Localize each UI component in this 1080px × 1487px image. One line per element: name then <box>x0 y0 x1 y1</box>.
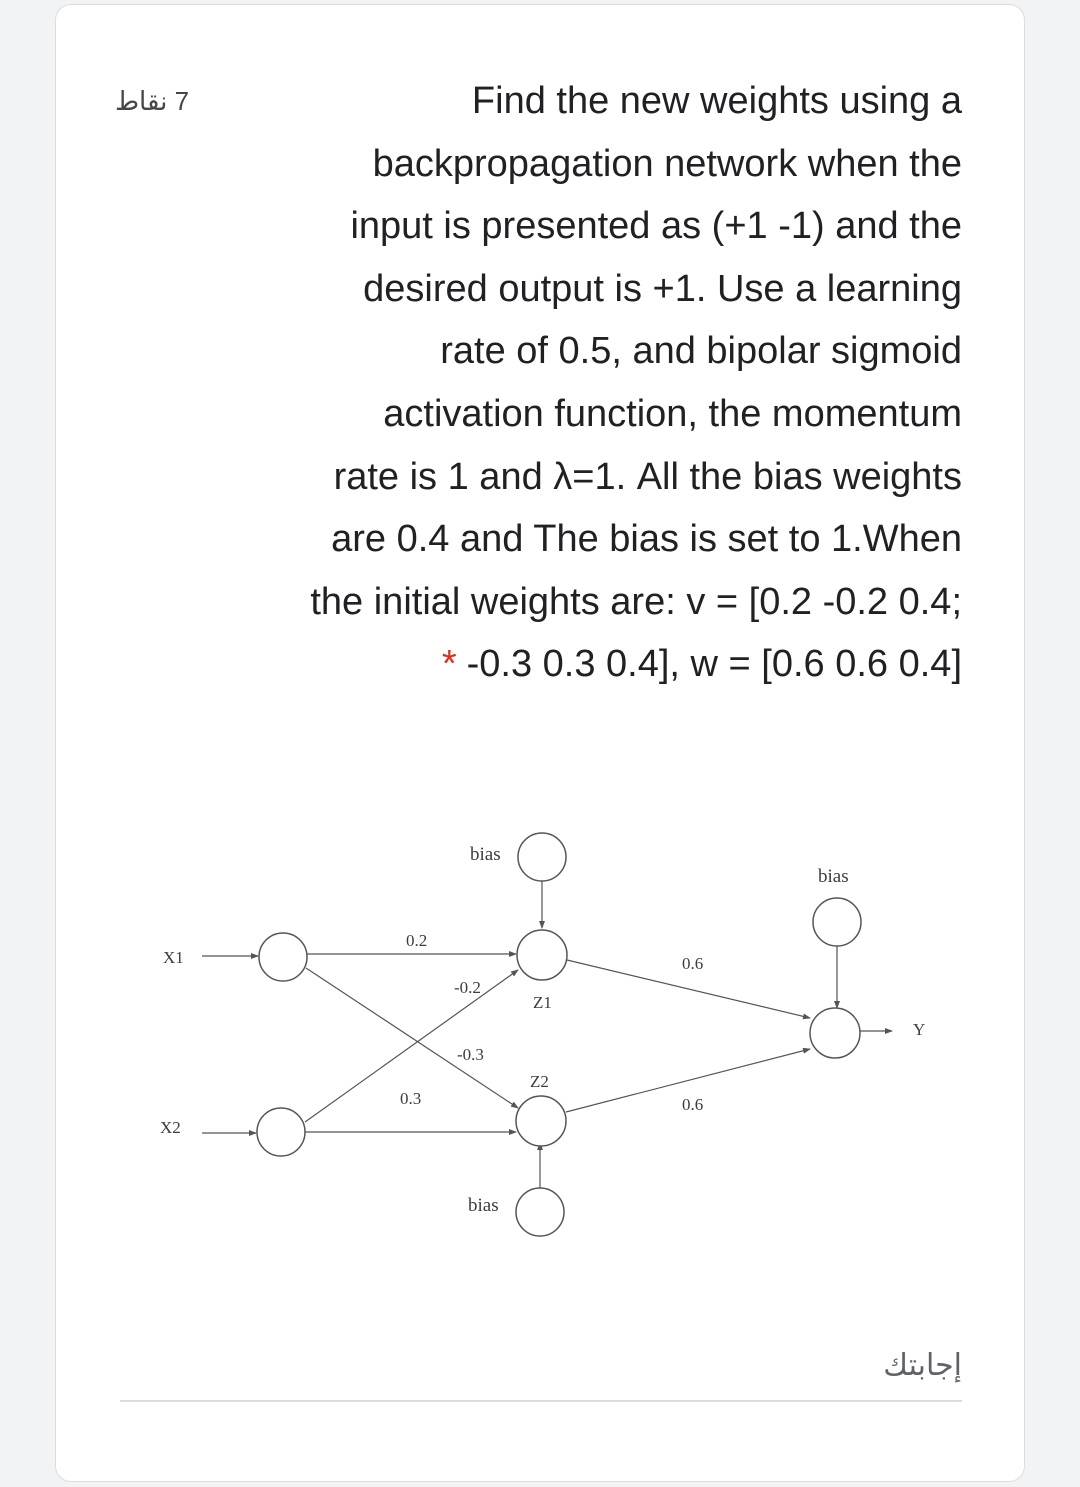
input-label-x2: X2 <box>160 1118 181 1137</box>
points-label: 7 نقاط <box>115 86 190 116</box>
bias-label-output: bias <box>818 866 849 887</box>
question-line: input is presented as (+1 -1) and the <box>350 205 962 248</box>
bias-node-bottom <box>516 1188 564 1236</box>
network-diagram <box>150 790 926 1230</box>
required-asterisk: * <box>441 643 457 686</box>
bias-node-output <box>813 898 861 946</box>
question-text <box>202 70 962 696</box>
bias-label-top: bias <box>470 844 501 865</box>
hidden-node-z2 <box>516 1096 566 1146</box>
question-line: the initial weights are: v = [0.2 -0.2 0.4; <box>310 580 962 623</box>
weight-x1-z2: -0.3 <box>457 1045 484 1064</box>
question-last-line <box>202 633 962 696</box>
hidden-label-z2: Z2 <box>530 1072 549 1091</box>
weight-z1-y: 0.6 <box>682 954 704 973</box>
bias-label-bottom: bias <box>468 1195 499 1216</box>
weight-x1-z1: 0.2 <box>406 931 428 950</box>
answer-input[interactable] <box>120 1340 962 1402</box>
bias-node-top <box>518 833 566 881</box>
weight-x2-z1: -0.2 <box>454 978 481 997</box>
question-line: -0.3 0.3 0.4], w = [0.6 0.6 0.4] <box>466 643 962 686</box>
weight-z2-y: 0.6 <box>682 1095 704 1114</box>
output-label-y: Y <box>913 1020 926 1039</box>
question-line: backpropagation network when the <box>372 142 962 185</box>
weight-x2-z2: 0.3 <box>400 1089 422 1108</box>
input-node-x1 <box>259 933 307 981</box>
input-node-x2 <box>257 1108 305 1156</box>
question-line: Find the new weights using a <box>471 80 962 122</box>
question-line: rate of 0.5, and bipolar sigmoid <box>440 330 962 373</box>
question-line: are 0.4 and The bias is set to 1.When <box>331 518 962 561</box>
question-line: rate is 1 and λ=1. All the bias weights <box>333 455 962 498</box>
input-label-x1: X1 <box>163 948 184 967</box>
output-node-y <box>810 1008 860 1058</box>
edge-x1-z2 <box>306 968 518 1108</box>
hidden-label-z1: Z1 <box>533 993 552 1012</box>
question-line: desired output is +1. Use a learning <box>363 267 962 310</box>
question-line: activation function, the momentum <box>383 392 962 435</box>
hidden-node-z1 <box>517 930 567 980</box>
answer-placeholder: إجابتك <box>883 1349 962 1382</box>
